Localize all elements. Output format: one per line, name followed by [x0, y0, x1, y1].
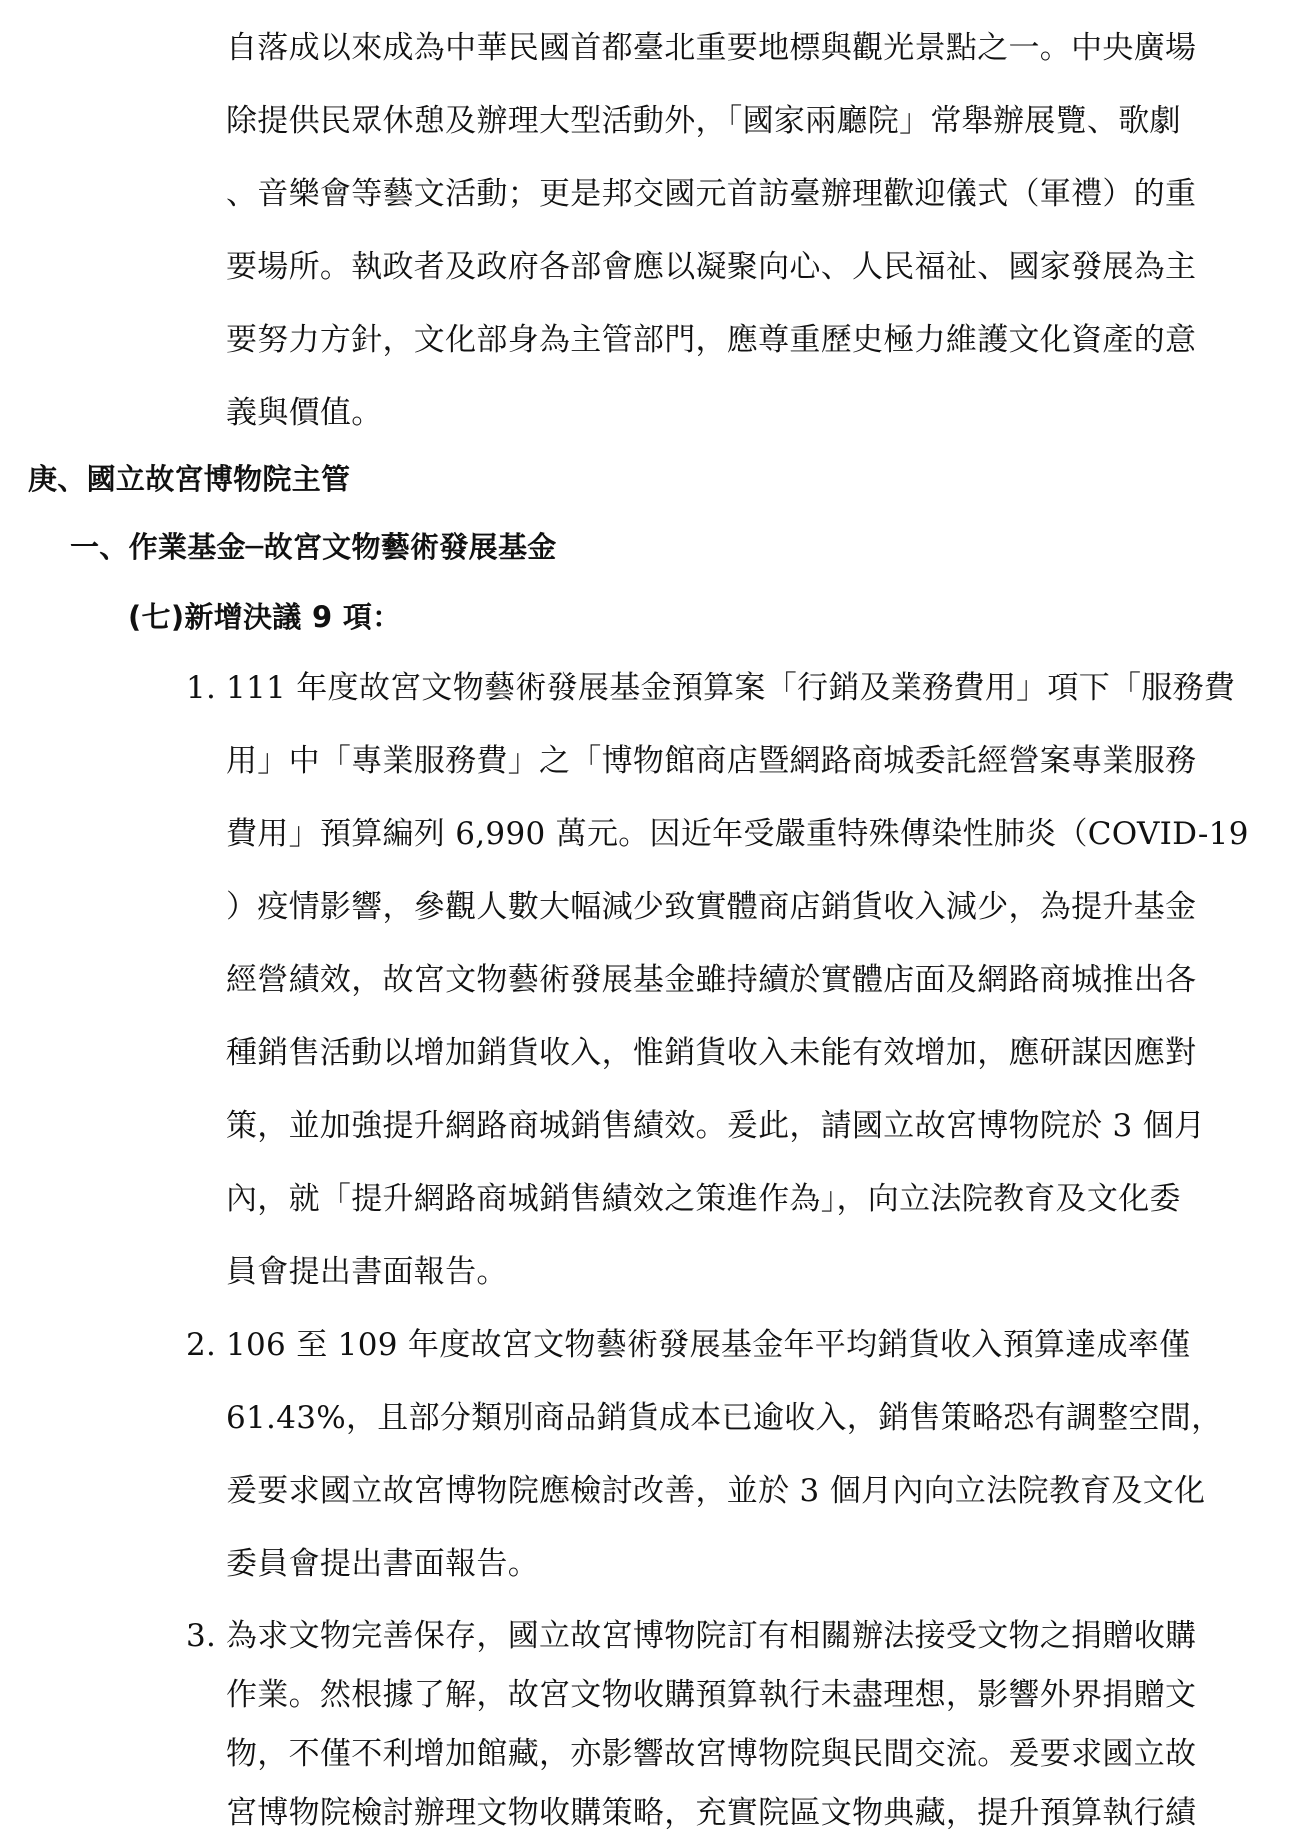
intro-line-3: 、音樂會等藝文活動；更是邦交國元首訪臺辦理歡迎儀式（軍禮）的重: [226, 176, 1197, 212]
item-1-line-1: 111 年度故宮文物藝術發展基金預算案「行銷及業務費用」項下「服務費: [226, 670, 1236, 706]
section-heading: 庚、國立故宮博物院主管: [28, 462, 351, 496]
item-3-number: 3.: [186, 1618, 217, 1654]
item-1-line-4: ）疫情影響，參觀人數大幅減少致實體商店銷貨收入減少，為提升基金: [226, 889, 1197, 925]
intro-line-2: 除提供民眾休憩及辦理大型活動外，「國家兩廳院」常舉辦展覽、歌劇: [226, 103, 1181, 139]
item-2-line-3: 爰要求國立故宮博物院應檢討改善，並於 3 個月內向立法院教育及文化: [226, 1473, 1206, 1509]
item-3-line-3: 物，不僅不利增加館藏，亦影響故宮博物院與民間交流。爰要求國立故: [226, 1736, 1197, 1772]
item-1-number: 1.: [186, 670, 217, 706]
item-1-line-8: 內，就「提升網路商城銷售績效之策進作為」，向立法院教育及文化委: [226, 1181, 1181, 1217]
item-1-line-9: 員會提出書面報告。: [226, 1254, 508, 1290]
item-3-line-2: 作業。然根據了解，故宮文物收購預算執行未盡理想，影響外界捐贈文: [226, 1677, 1197, 1713]
item-3-line-1: 為求文物完善保存，國立故宮博物院訂有相關辦法接受文物之捐贈收購: [226, 1618, 1197, 1654]
intro-line-4: 要場所。執政者及政府各部會應以凝聚向心、人民福祉、國家發展為主: [226, 249, 1197, 285]
intro-line-6: 義與價值。: [226, 395, 383, 431]
intro-line-1: 自落成以來成為中華民國首都臺北重要地標與觀光景點之一。中央廣場: [226, 30, 1197, 66]
item-1-line-7: 策，並加強提升網路商城銷售績效。爰此，請國立故宮博物院於 3 個月: [226, 1108, 1206, 1144]
item-1-line-3: 費用」預算編列 6,990 萬元。因近年受嚴重特殊傳染性肺炎（COVID-19: [226, 816, 1249, 852]
intro-line-5: 要努力方針，文化部身為主管部門，應尊重歷史極力維護文化資產的意: [226, 322, 1197, 358]
item-2-number: 2.: [186, 1327, 217, 1363]
item-3-line-4: 宮博物院檢討辦理文物收購策略，充實院區文物典藏，提升預算執行績: [226, 1795, 1197, 1831]
item-1-line-6: 種銷售活動以增加銷貨收入，惟銷貨收入未能有效增加，應研謀因應對: [226, 1035, 1197, 1071]
item-1-line-5: 經營績效，故宮文物藝術發展基金雖持續於實體店面及網路商城推出各: [226, 962, 1197, 998]
item-2-line-2: 61.43%，且部分類別商品銷貨成本已逾收入，銷售策略恐有調整空間，: [226, 1400, 1223, 1436]
section-subsubheading: (七)新增決議 9 項：: [128, 600, 402, 634]
section-subheading: 一、作業基金─故宮文物藝術發展基金: [70, 530, 557, 564]
item-2-line-1: 106 至 109 年度故宮文物藝術發展基金年平均銷貨收入預算達成率僅: [226, 1327, 1191, 1363]
item-1-line-2: 用」中「專業服務費」之「博物館商店暨網路商城委託經營案專業服務: [226, 743, 1197, 779]
item-2-line-4: 委員會提出書面報告。: [226, 1546, 539, 1582]
